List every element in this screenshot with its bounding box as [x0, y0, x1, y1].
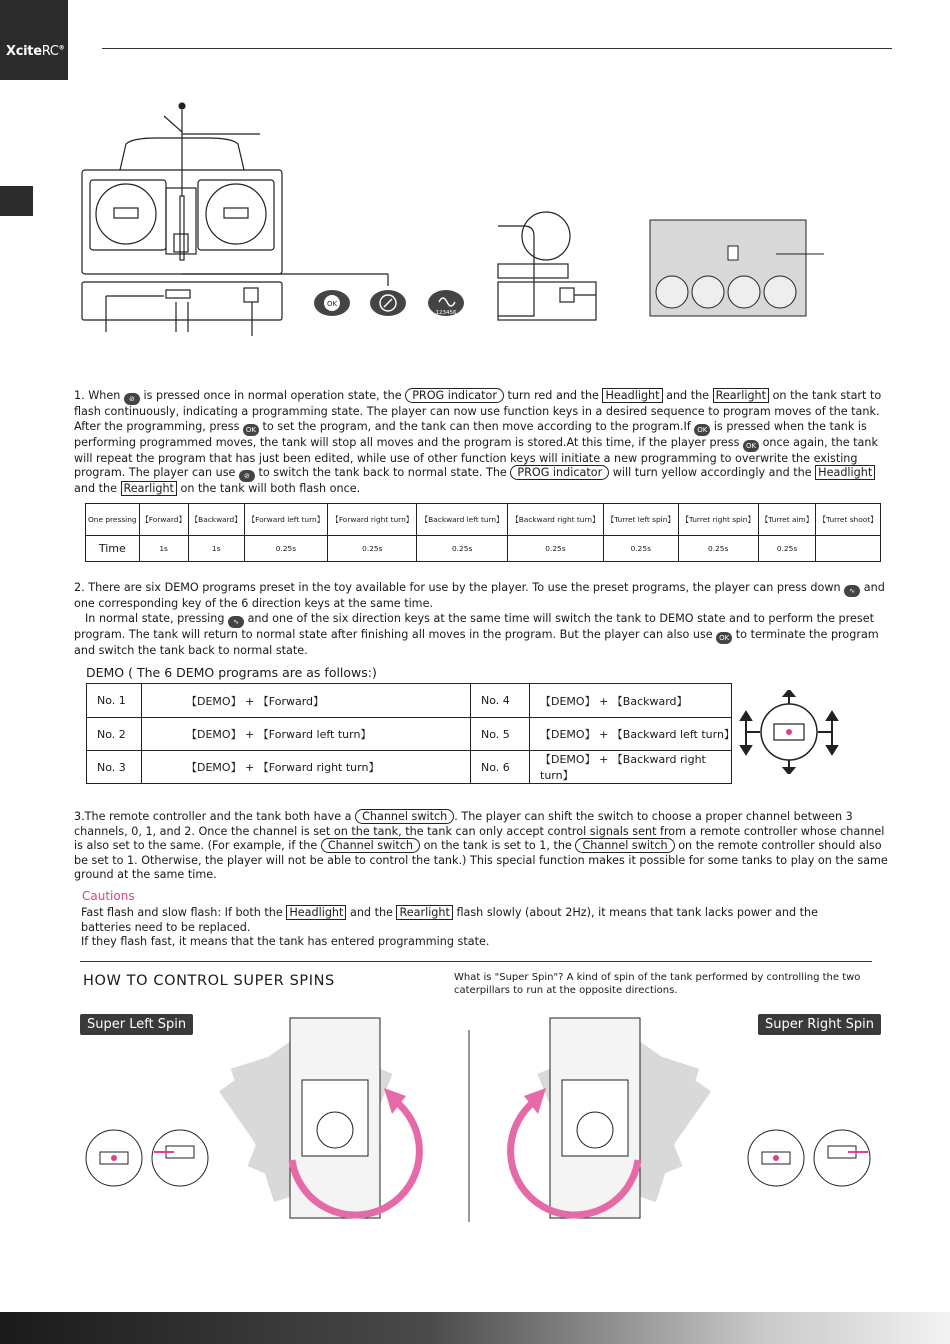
rearlight-label: Rearlight: [396, 905, 452, 920]
demo-combo: 【DEMO】 + 【Backward left turn】: [530, 718, 732, 751]
demo-title: DEMO ( The 6 DEMO programs are as follows:): [86, 665, 377, 680]
table-cell: 【Turret right spin】: [678, 504, 758, 536]
demo-combo: 【DEMO】 + 【Forward left turn】: [142, 718, 471, 751]
right-spin-tank: [511, 1018, 711, 1218]
table-cell: 【Forward】: [139, 504, 188, 536]
prog-icon: ⊘: [124, 393, 140, 405]
section-rule: [80, 961, 872, 962]
ok-icon: OK: [716, 632, 732, 644]
super-right-spin-label: Super Right Spin: [758, 1014, 881, 1035]
prog-icon: ⊘: [239, 470, 255, 482]
demo-combo: 【DEMO】 + 【Backward right turn】: [530, 751, 732, 784]
headlight-label: Headlight: [602, 388, 662, 403]
rearlight-label: Rearlight: [121, 481, 177, 496]
left-spin-tank: [219, 1018, 419, 1218]
table-row: [86, 536, 881, 562]
demo-no: No. 2: [87, 718, 142, 751]
demo-icon: ∿: [228, 616, 244, 628]
demo-icon: ∿: [844, 585, 860, 597]
prog-indicator-label: PROG indicator: [510, 465, 609, 480]
demo-programs-table: [86, 683, 735, 784]
table-cell: 0.25s: [244, 536, 327, 562]
channel-switch-label: Channel switch: [321, 838, 420, 853]
table-cell: 【Turret aim】: [758, 504, 815, 536]
table-cell: 0.25s: [678, 536, 758, 562]
section2-text: 2. There are six DEMO programs preset in the toy available for use by the player. To use the preset programs, the player can press down ∿ and one corresponding key of the 6 direction keys at the same time. In normal state, pressing ∿ and one of the six direction keys at the same time will switch the tank to DEMO state and to perform the preset program. The tank will return to normal state after finishing all moves in the program. But the player can also use OK to terminate the program and switch the tank back to normal state.: [74, 581, 885, 657]
rearlight-label: Rearlight: [713, 388, 769, 403]
ok-button-icon: [314, 290, 350, 316]
table-row: [86, 504, 881, 536]
prog-indicator-label: PROG indicator: [405, 388, 504, 403]
antenna: [180, 196, 184, 260]
brand-tab: [0, 0, 68, 80]
controller-illustrations: [76, 96, 836, 342]
demo-combo: 【DEMO】 + 【Forward right turn】: [142, 751, 471, 784]
demo-no: No. 6: [471, 751, 530, 784]
svg-text:123456: 123456: [435, 310, 457, 316]
controller-detail: [498, 212, 596, 320]
table-cell: 0.25s: [758, 536, 815, 562]
programming-time-table: [85, 503, 881, 562]
table-cell: 0.25s: [604, 536, 679, 562]
super-spin-description: What is "Super Spin"? A kind of spin of the tank performed by controlling the two caterpillars to run at the opposite directions.: [454, 972, 861, 996]
table-cell: 【Turret left spin】: [604, 504, 679, 536]
table-cell: 1s: [188, 536, 244, 562]
section1-text: 1. When ⊘ is pressed once in normal operation state, the PROG indicator turn red and the Headlight and the Rearlight on the tank start to flash continuously, indicating a programming state. The player can now use function keys in a desired sequence to program moves of the tank. After the programming, press OK to set the program, and the tank can then move according to the program.If OK is pressed when the tank is performing programmed moves, the tank will stop all moves and the program is stored.At this time, if the player press OK once again, the tank will repeat the program that has just been edited, while use of other function keys will initiate a new programming to overwrite the existing program. The player can use ⊘ to switch the tank back to normal state. The PROG indicator will turn yellow accordingly and the Headlight and the Rearlight on the tank will both flash once.: [74, 389, 882, 496]
demo-no: No. 5: [471, 718, 530, 751]
table-cell: 【Backward】: [188, 504, 244, 536]
ok-icon: OK: [694, 424, 710, 436]
prog-button-icon: [370, 290, 406, 316]
ok-icon: OK: [743, 440, 759, 452]
demo-combo: 【DEMO】 + 【Backward】: [530, 684, 732, 718]
header-rule: [102, 48, 892, 49]
headlight-label: Headlight: [815, 465, 875, 480]
cautions-text: Fast flash and slow flash: If both the Headlight and the Rearlight flash slowly (about 2Hz), it means that tank lacks power and the batteries need to be replaced. If they flash fast, it means that the tank has entered programming state.: [81, 906, 819, 949]
table-cell: One pressing: [86, 504, 140, 536]
table-cell: 0.25s: [328, 536, 417, 562]
channel-switch-label: Channel switch: [575, 838, 674, 853]
super-spin-illustrations: [80, 1010, 880, 1236]
left-spin-sticks: [86, 1130, 208, 1186]
table-row: [87, 684, 732, 718]
direction-keys-diagram: [738, 690, 840, 774]
table-cell: [816, 536, 881, 562]
table-cell: 【Backward left turn】: [417, 504, 507, 536]
table-cell: 【Forward right turn】: [328, 504, 417, 536]
footer-bar: [0, 1312, 950, 1344]
table-cell: 【Backward right turn】: [507, 504, 603, 536]
demo-combo: 【DEMO】 + 【Forward】: [142, 684, 471, 718]
demo-button-icon: [428, 290, 464, 316]
table-row: [87, 718, 732, 751]
table-row: [87, 751, 732, 784]
super-left-spin-label: Super Left Spin: [80, 1014, 193, 1035]
super-spins-title: HOW TO CONTROL SUPER SPINS: [83, 973, 335, 989]
ok-icon: OK: [243, 424, 259, 436]
table-cell: 0.25s: [507, 536, 603, 562]
table-cell: 0.25s: [417, 536, 507, 562]
tank-detail: [650, 220, 824, 316]
table-cell: 1s: [139, 536, 188, 562]
brand-logo: XciteRC®: [6, 44, 65, 59]
cautions-title: Cautions: [82, 889, 135, 903]
svg-text:OK: OK: [326, 300, 338, 308]
demo-no: No. 4: [471, 684, 530, 718]
table-cell: 【Turret shoot】: [816, 504, 881, 536]
demo-no: No. 1: [87, 684, 142, 718]
side-tab: [0, 186, 33, 216]
right-spin-sticks: [748, 1130, 870, 1186]
headlight-label: Headlight: [286, 905, 346, 920]
demo-no: No. 3: [87, 751, 142, 784]
table-cell: Time: [86, 536, 140, 562]
channel-switch-label: Channel switch: [355, 809, 454, 824]
table-cell: 【Forward left turn】: [244, 504, 327, 536]
section3-text: 3.The remote controller and the tank both have a Channel switch . The player can shift the switch to choose a proper channel between 3 channels, 0, 1, and 2. Once the channel is set on the tank, the tank can only accept control signals sent from a remote controller whose channel is also set to the same. (For example, if the Channel switch on the tank is set to 1, the Channel switch on the remote controller should also be set to 1. Otherwise, the player will not be able to control the tank.) This special function makes it possible for some tanks to play on the same ground at the same time.: [74, 810, 888, 882]
